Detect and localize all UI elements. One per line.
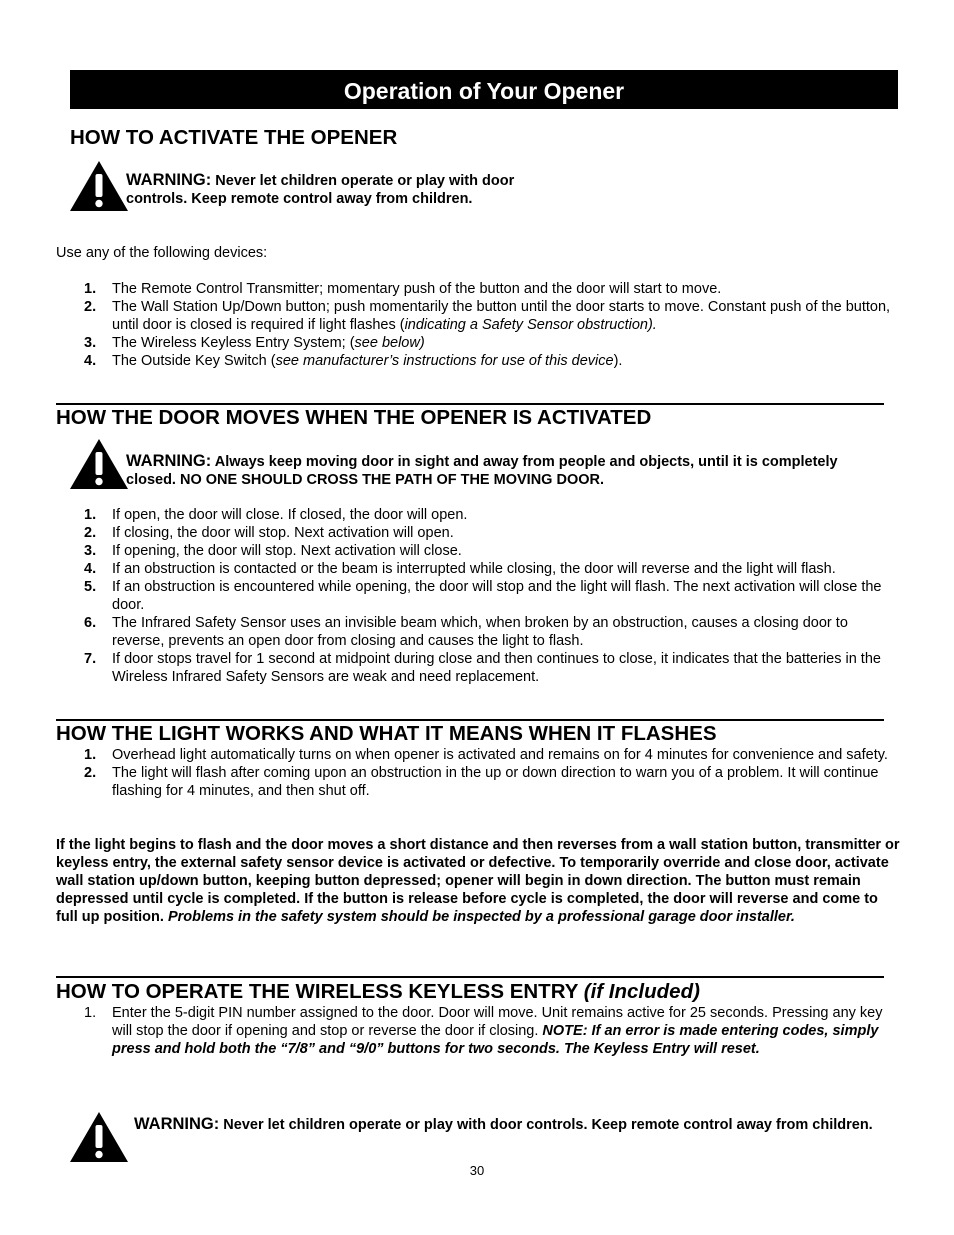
devices-intro: Use any of the following devices: [56, 245, 268, 261]
warning-label: WARNING: [126, 452, 212, 470]
safety-sensor-note: If the light begins to flash and the door moves a short distance and then reverses from a wall station button, transmitter or keyless entry, the external safety sensor device is activated or defective. To temporarily override and close door, activate wall station up/down button, keeping button depressed; opener will begin in down direction. The button must remain depressed until cycle is completed. If the button is release before cycle is completed, the door will reverse and come to full up position. Problems in the safety system should be inspected by a professional garage door installer. [56, 837, 900, 925]
page-number: 30 [469, 1163, 485, 1178]
light-list [56, 746, 901, 800]
list-item: 6. The Infrared Safety Sensor uses an invisible beam which, when broken by an obstruction, causes a closing door to reverse, prevents an open door from closing and causes the light to flash. [84, 615, 848, 649]
warning-triangle-icon [70, 161, 128, 211]
divider [56, 403, 884, 405]
warning-triangle-icon [70, 1112, 128, 1162]
warning-text: Never let children operate or play with door controls. Keep remote control away from children. [223, 1117, 873, 1133]
list-item: 1. Enter the 5-digit PIN number assigned to the door. Door will move. Unit remains active for 25 seconds. Pressing any key will stop the door if opening and stop or reverse the door if closing. NOTE: If an error is made entering codes, simply press and hold both the “7/8” and “9/0” buttons for two seconds. The Keyless Entry will reset. [84, 1005, 883, 1057]
list-item: 2. The light will flash after coming upon an obstruction in the up or down direction to warn you of a problem. It will continue flashing for 4 minutes, and then shut off. [84, 765, 879, 799]
divider [56, 719, 884, 721]
list-item: 5. If an obstruction is encountered while opening, the door will stop and the light will flash. The next activation will close the door. [84, 579, 882, 613]
list-item: 3. If opening, the door will stop. Next activation will close. [84, 543, 462, 559]
list-item: 4. The Outside Key Switch (see manufacturer’s instructions for use of this device). [84, 353, 623, 369]
warning-label: WARNING: [126, 171, 212, 189]
page-title: Operation of Your Opener [343, 78, 625, 104]
warning-triangle-icon [70, 439, 128, 489]
list-item: 1. The Remote Control Transmitter; momentary push of the button and the door will start to move. [84, 281, 722, 297]
warning-text: Always keep moving door in sight and away from people and objects, until it is completely closed. NO ONE SHOULD CROSS THE PATH OF THE MOVING DOOR. [126, 454, 838, 488]
list-item: 2. If closing, the door will stop. Next activation will open. [84, 525, 454, 541]
section-heading-keyless: HOW TO OPERATE THE WIRELESS KEYLESS ENTRY (if Included) [56, 980, 700, 1003]
list-item: 7. If door stops travel for 1 second at midpoint during close and then continues to close, it indicates that the batteries in the Wireless Infrared Safety Sensors are weak and need replacement. [84, 651, 881, 685]
page-title-bar [70, 70, 898, 109]
devices-list [56, 280, 901, 370]
section-heading-activate: HOW TO ACTIVATE THE OPENER [70, 126, 398, 149]
list-item: 2. The Wall Station Up/Down button; push momentarily the button until the door starts to move. Constant push of the button, until door is closed is required if light flashes (indicating a Safety Sensor obstruction). [84, 299, 891, 333]
door-moves-list [56, 506, 901, 686]
warning-door-moves [126, 452, 861, 489]
warning-label: WARNING: [134, 1115, 220, 1133]
warning-activate [126, 171, 521, 208]
list-item: 3. The Wireless Keyless Entry System; (see below) [84, 335, 425, 351]
list-item: 4. If an obstruction is contacted or the beam is interrupted while closing, the door will reverse and the light will flash. [84, 561, 836, 577]
divider [56, 976, 884, 978]
warning-text: Never let children operate or play with door controls. Keep remote control away from children. [126, 173, 515, 207]
warning-keyless [134, 1115, 879, 1134]
section-heading-light: HOW THE LIGHT WORKS AND WHAT IT MEANS WHEN IT FLASHES [56, 722, 717, 745]
list-item: 1. If open, the door will close. If closed, the door will open. [84, 507, 468, 523]
keyless-list [56, 1004, 901, 1058]
section-heading-door-moves: HOW THE DOOR MOVES WHEN THE OPENER IS ACTIVATED [56, 406, 652, 429]
list-item: 1. Overhead light automatically turns on when opener is activated and remains on for 4 minutes for convenience and safety. [84, 747, 888, 763]
